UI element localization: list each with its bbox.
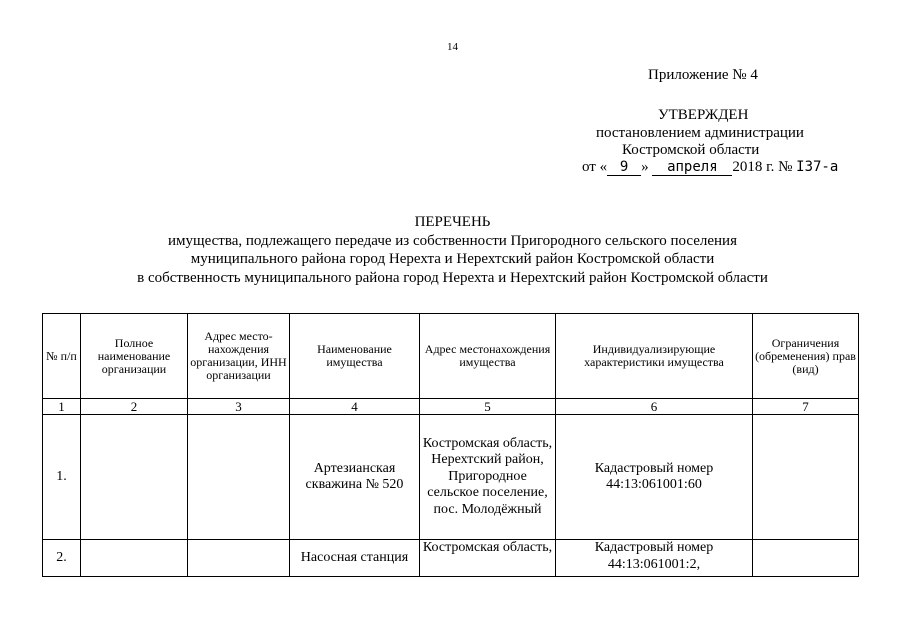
row-organization (81, 415, 188, 540)
approval-date-line (582, 159, 838, 176)
header-organization-address: Адрес место-нахождения организации, ИНН организации (188, 314, 290, 399)
document-title: ПЕРЕЧЕНЬ (414, 214, 491, 230)
appendix-label: Приложение № 4 (648, 67, 758, 83)
row-organization-address (188, 415, 290, 540)
header-property-name: Наименование имущества (290, 314, 420, 399)
table-header-row (43, 314, 859, 399)
subtitle-line-2: муниципального района город Нерехта и Нерехтский район Костромской области (190, 251, 715, 267)
approval-line-2: Костромской области (622, 142, 760, 158)
date-day: 9 (607, 160, 641, 176)
header-property-address: Адрес местонахождения имущества (420, 314, 556, 399)
page-number: 14 (447, 41, 458, 53)
date-prefix: от « (582, 159, 608, 175)
row-property-address: Костромская область, (420, 540, 556, 577)
row-organization (81, 540, 188, 577)
row-number: 1. (43, 415, 81, 540)
table-row (43, 415, 859, 540)
header-organization: Полное наименование организации (81, 314, 188, 399)
row-characteristics: Кадастровый номер 44:13:061001:60 (556, 415, 753, 540)
date-year: 2018 г. № (732, 159, 793, 175)
column-number: 6 (556, 399, 753, 415)
row-organization-address (188, 540, 290, 577)
row-property-name: Артезианская скважина № 520 (290, 415, 420, 540)
approval-title: УТВЕРЖДЕН (658, 107, 749, 123)
date-month: апреля (652, 160, 732, 176)
column-number: 3 (188, 399, 290, 415)
decree-number: I37-а (796, 159, 839, 175)
approval-line-1: постановлением администрации (596, 125, 804, 141)
row-restrictions (753, 415, 859, 540)
subtitle-line-3: в собственность муниципального района город Нерехта и Нерехтский район Костромской области (137, 270, 768, 286)
header-characteristics: Индивидуализирующие характеристики имущества (556, 314, 753, 399)
row-number: 2. (43, 540, 81, 577)
column-number: 2 (81, 399, 188, 415)
column-number-row (43, 399, 859, 415)
header-restrictions: Ограничения (обременения) прав (вид) (753, 314, 859, 399)
row-property-address: Костромская область, Нерехтский район, Пригородное сельское поселение, пос. Молодёжный (420, 415, 556, 540)
column-number: 4 (290, 399, 420, 415)
date-mid: » (641, 159, 649, 175)
row-property-name: Насосная станция (290, 540, 420, 577)
column-number: 5 (420, 399, 556, 415)
table-row (43, 540, 859, 577)
column-number: 7 (753, 399, 859, 415)
row-characteristics: Кадастровый номер 44:13:061001:2, (556, 540, 753, 577)
property-table (42, 313, 859, 577)
row-restrictions (753, 540, 859, 577)
header-number: № п/п (43, 314, 81, 399)
subtitle-line-1: имущества, подлежащего передаче из собственности Пригородного сельского поселения (168, 233, 737, 249)
column-number: 1 (43, 399, 81, 415)
